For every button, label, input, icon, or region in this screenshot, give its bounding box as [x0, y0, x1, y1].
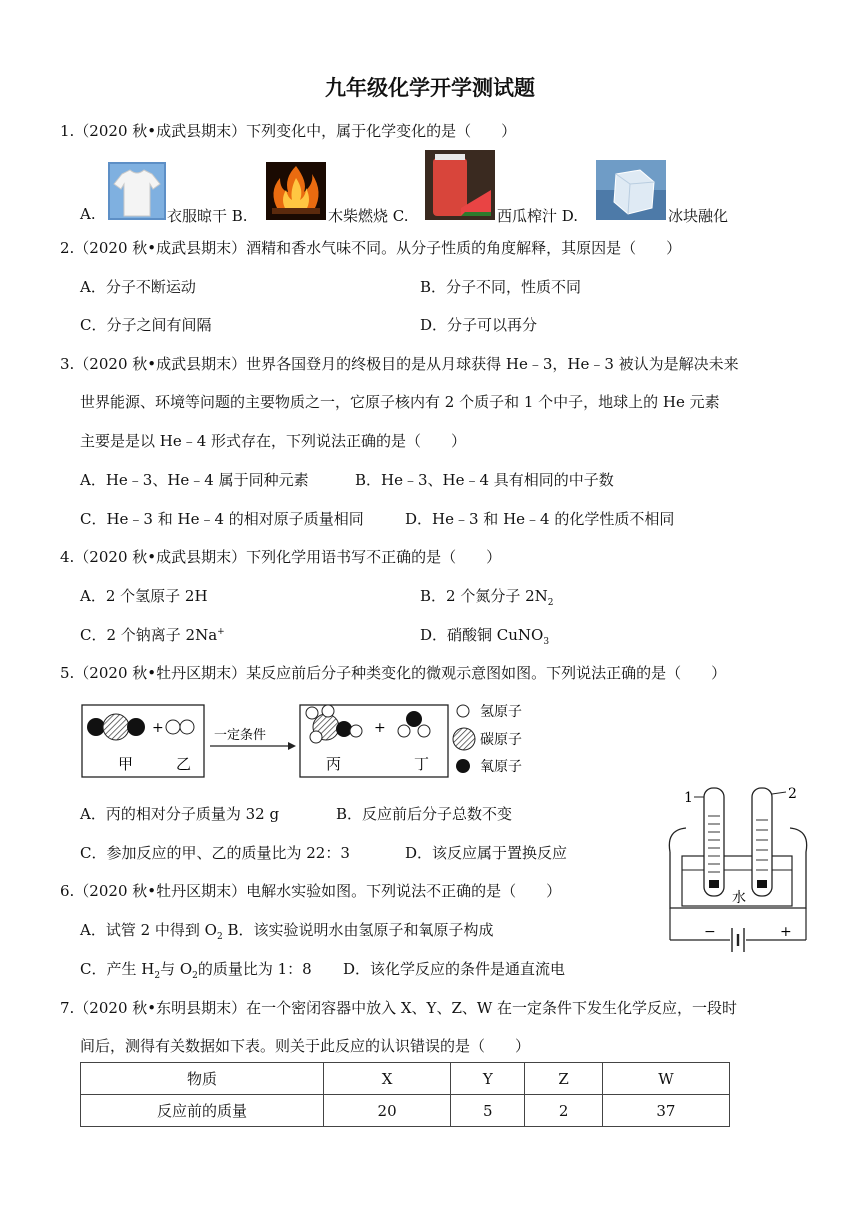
- reaction-diagram: [80, 697, 540, 783]
- q1-option-a-text: 衣服晾干 B.: [167, 207, 248, 225]
- table-header-cell: W: [602, 1063, 729, 1095]
- label-ding: 丁: [414, 755, 430, 773]
- label-bing: 丙: [326, 755, 342, 773]
- table-header-cell: 物质: [81, 1063, 324, 1095]
- q1-option-a-letter: A.: [80, 205, 96, 223]
- q1-option-d-text: 冰块融化: [668, 207, 729, 225]
- question-4-stem: 4.（2020 秋•成武县期末）下列化学用语书写不正确的是（ ）: [60, 548, 502, 566]
- product-plus: +: [374, 720, 386, 736]
- legend-hydrogen-icon: [457, 705, 469, 717]
- plus-terminal: +: [780, 924, 792, 940]
- hydrogen-atom: [418, 725, 430, 737]
- question-3-line1: 3.（2020 秋•成武县期末）世界各国登月的终极目的是从月球获得 He﹣3，He﹣3 被认为是解决未来: [60, 355, 739, 373]
- hydrogen-atom: [306, 707, 318, 719]
- q3-option-b: B．He﹣3、He﹣4 具有相同的中子数: [355, 471, 614, 489]
- table-header-cell: Y: [451, 1063, 525, 1095]
- question-5-stem: 5.（2020 秋•牡丹区期末）某反应前后分子种类变化的微观示意图如图。下列说法正确的是（ ）: [60, 664, 727, 682]
- q5-option-c: C．参加反应的甲、乙的质量比为 22：3: [80, 844, 350, 862]
- question-7-line2: 间后，测得有关数据如下表。则关于此反应的认识错误的是（ ）: [80, 1037, 531, 1055]
- table-header-row: [81, 1063, 730, 1095]
- q5-option-a: A．丙的相对分子质量为 32 g: [80, 805, 280, 823]
- reaction-condition: 一定条件: [214, 728, 267, 743]
- hydrogen-atom: [310, 731, 322, 743]
- q2-option-c: C．分子之间有间隔: [80, 316, 212, 334]
- q1-option-c-text: 西瓜榨汁 D.: [497, 207, 579, 225]
- fire-image: [266, 162, 326, 220]
- oxygen-atom: [127, 718, 145, 736]
- legend-oxygen-icon: [456, 759, 470, 773]
- ice-cube-image: [596, 160, 666, 220]
- question-3-line3: 主要是是以 He﹣4 形式存在，下列说法正确的是（ ）: [80, 432, 467, 450]
- table-cell: 反应前的质量: [81, 1095, 324, 1127]
- label-jia: 甲: [118, 755, 134, 773]
- q2-option-d: D．分子可以再分: [420, 316, 538, 334]
- q2-option-b: B．分子不同，性质不同: [420, 278, 582, 296]
- minus-terminal: −: [704, 924, 716, 940]
- electrolysis-figure: [660, 780, 818, 968]
- test-tube-2: [752, 788, 772, 896]
- data-table: [80, 1062, 730, 1127]
- q3-option-a: A．He﹣3、He﹣4 属于同种元素: [80, 471, 309, 489]
- label-yi: 乙: [176, 755, 192, 773]
- q6-option-a-b: A．试管 2 中得到 $O_2$ B．该实验说明水由氢原子和氧原子构成: [80, 921, 494, 942]
- q5-option-b: B．反应前后分子总数不变: [336, 805, 513, 823]
- table-cell: 5: [451, 1095, 525, 1127]
- oxygen-atom: [336, 721, 352, 737]
- reactant-plus: +: [152, 720, 164, 736]
- page-title: 九年级化学开学测试题: [325, 76, 535, 100]
- q1-option-b-text: 木柴燃烧 C.: [328, 207, 409, 225]
- table-header-cell: Z: [525, 1063, 602, 1095]
- q3-option-d: D．He﹣3 和 He﹣4 的化学性质不相同: [405, 510, 675, 528]
- q2-option-a: A．分子不断运动: [80, 278, 196, 296]
- legend-oxygen: 氧原子: [480, 759, 522, 775]
- table-cell: 20: [324, 1095, 451, 1127]
- question-7-line1: 7.（2020 秋•东明县期末）在一个密闭容器中放入 X、Y、Z、W 在一定条件下发生化学反应，一段时: [60, 999, 738, 1017]
- hydrogen-atom: [322, 705, 334, 717]
- watermelon-juice-image: [425, 150, 495, 220]
- legend-hydrogen: 氢原子: [480, 704, 522, 720]
- q6-option-c: C．产生 $H_2$与 $O_2$的质量比为 1：8: [80, 960, 312, 981]
- table-header-cell: X: [324, 1063, 451, 1095]
- q5-option-d: D．该反应属于置换反应: [405, 844, 568, 862]
- hydrogen-atom: [350, 725, 362, 737]
- legend-carbon-icon: [453, 728, 475, 750]
- table-cell: 37: [602, 1095, 729, 1127]
- oxygen-atom: [87, 718, 105, 736]
- table-row: [81, 1095, 730, 1127]
- legend-carbon: 碳原子: [480, 732, 522, 748]
- carbon-atom: [103, 714, 129, 740]
- q6-option-d: D．该化学反应的条件是通直流电: [343, 960, 566, 978]
- question-2-stem: 2.（2020 秋•成武县期末）酒精和香水气味不同。从分子性质的角度解释，其原因是（ ）: [60, 239, 682, 257]
- question-1-stem: 1.（2020 秋•成武县期末）下列变化中，属于化学变化的是（ ）: [60, 122, 517, 140]
- hydrogen-atom: [180, 720, 194, 734]
- test-tube-1: [704, 788, 724, 896]
- q4-option-d: D．硝酸铜 CuNO$_3$: [420, 626, 550, 647]
- water-label: 水: [732, 890, 746, 906]
- tube-1-label: 1: [684, 790, 693, 806]
- q4-option-c: C．2 个钠离子 2Na+: [80, 626, 225, 644]
- table-cell: 2: [525, 1095, 602, 1127]
- question-3-line2: 世界能源、环境等问题的主要物质之一，它原子核内有 2 个质子和 1 个中子，地球上的 He 元素: [80, 393, 720, 411]
- shirt-image: [108, 162, 166, 220]
- electrode-1: [709, 880, 719, 888]
- oxygen-atom: [406, 711, 422, 727]
- electrode-2: [757, 880, 767, 888]
- hydrogen-atom: [166, 720, 180, 734]
- q4-option-a: A．2 个氢原子 2H: [80, 587, 208, 605]
- question-6-stem: 6.（2020 秋•牡丹区期末）电解水实验如图。下列说法不正确的是（ ）: [60, 882, 562, 900]
- q4-option-b: B．2 个氮分子 $2N_2$: [420, 587, 554, 608]
- q3-option-c: C．He﹣3 和 He﹣4 的相对原子质量相同: [80, 510, 364, 528]
- tube-2-label: 2: [788, 786, 797, 802]
- hydrogen-atom: [398, 725, 410, 737]
